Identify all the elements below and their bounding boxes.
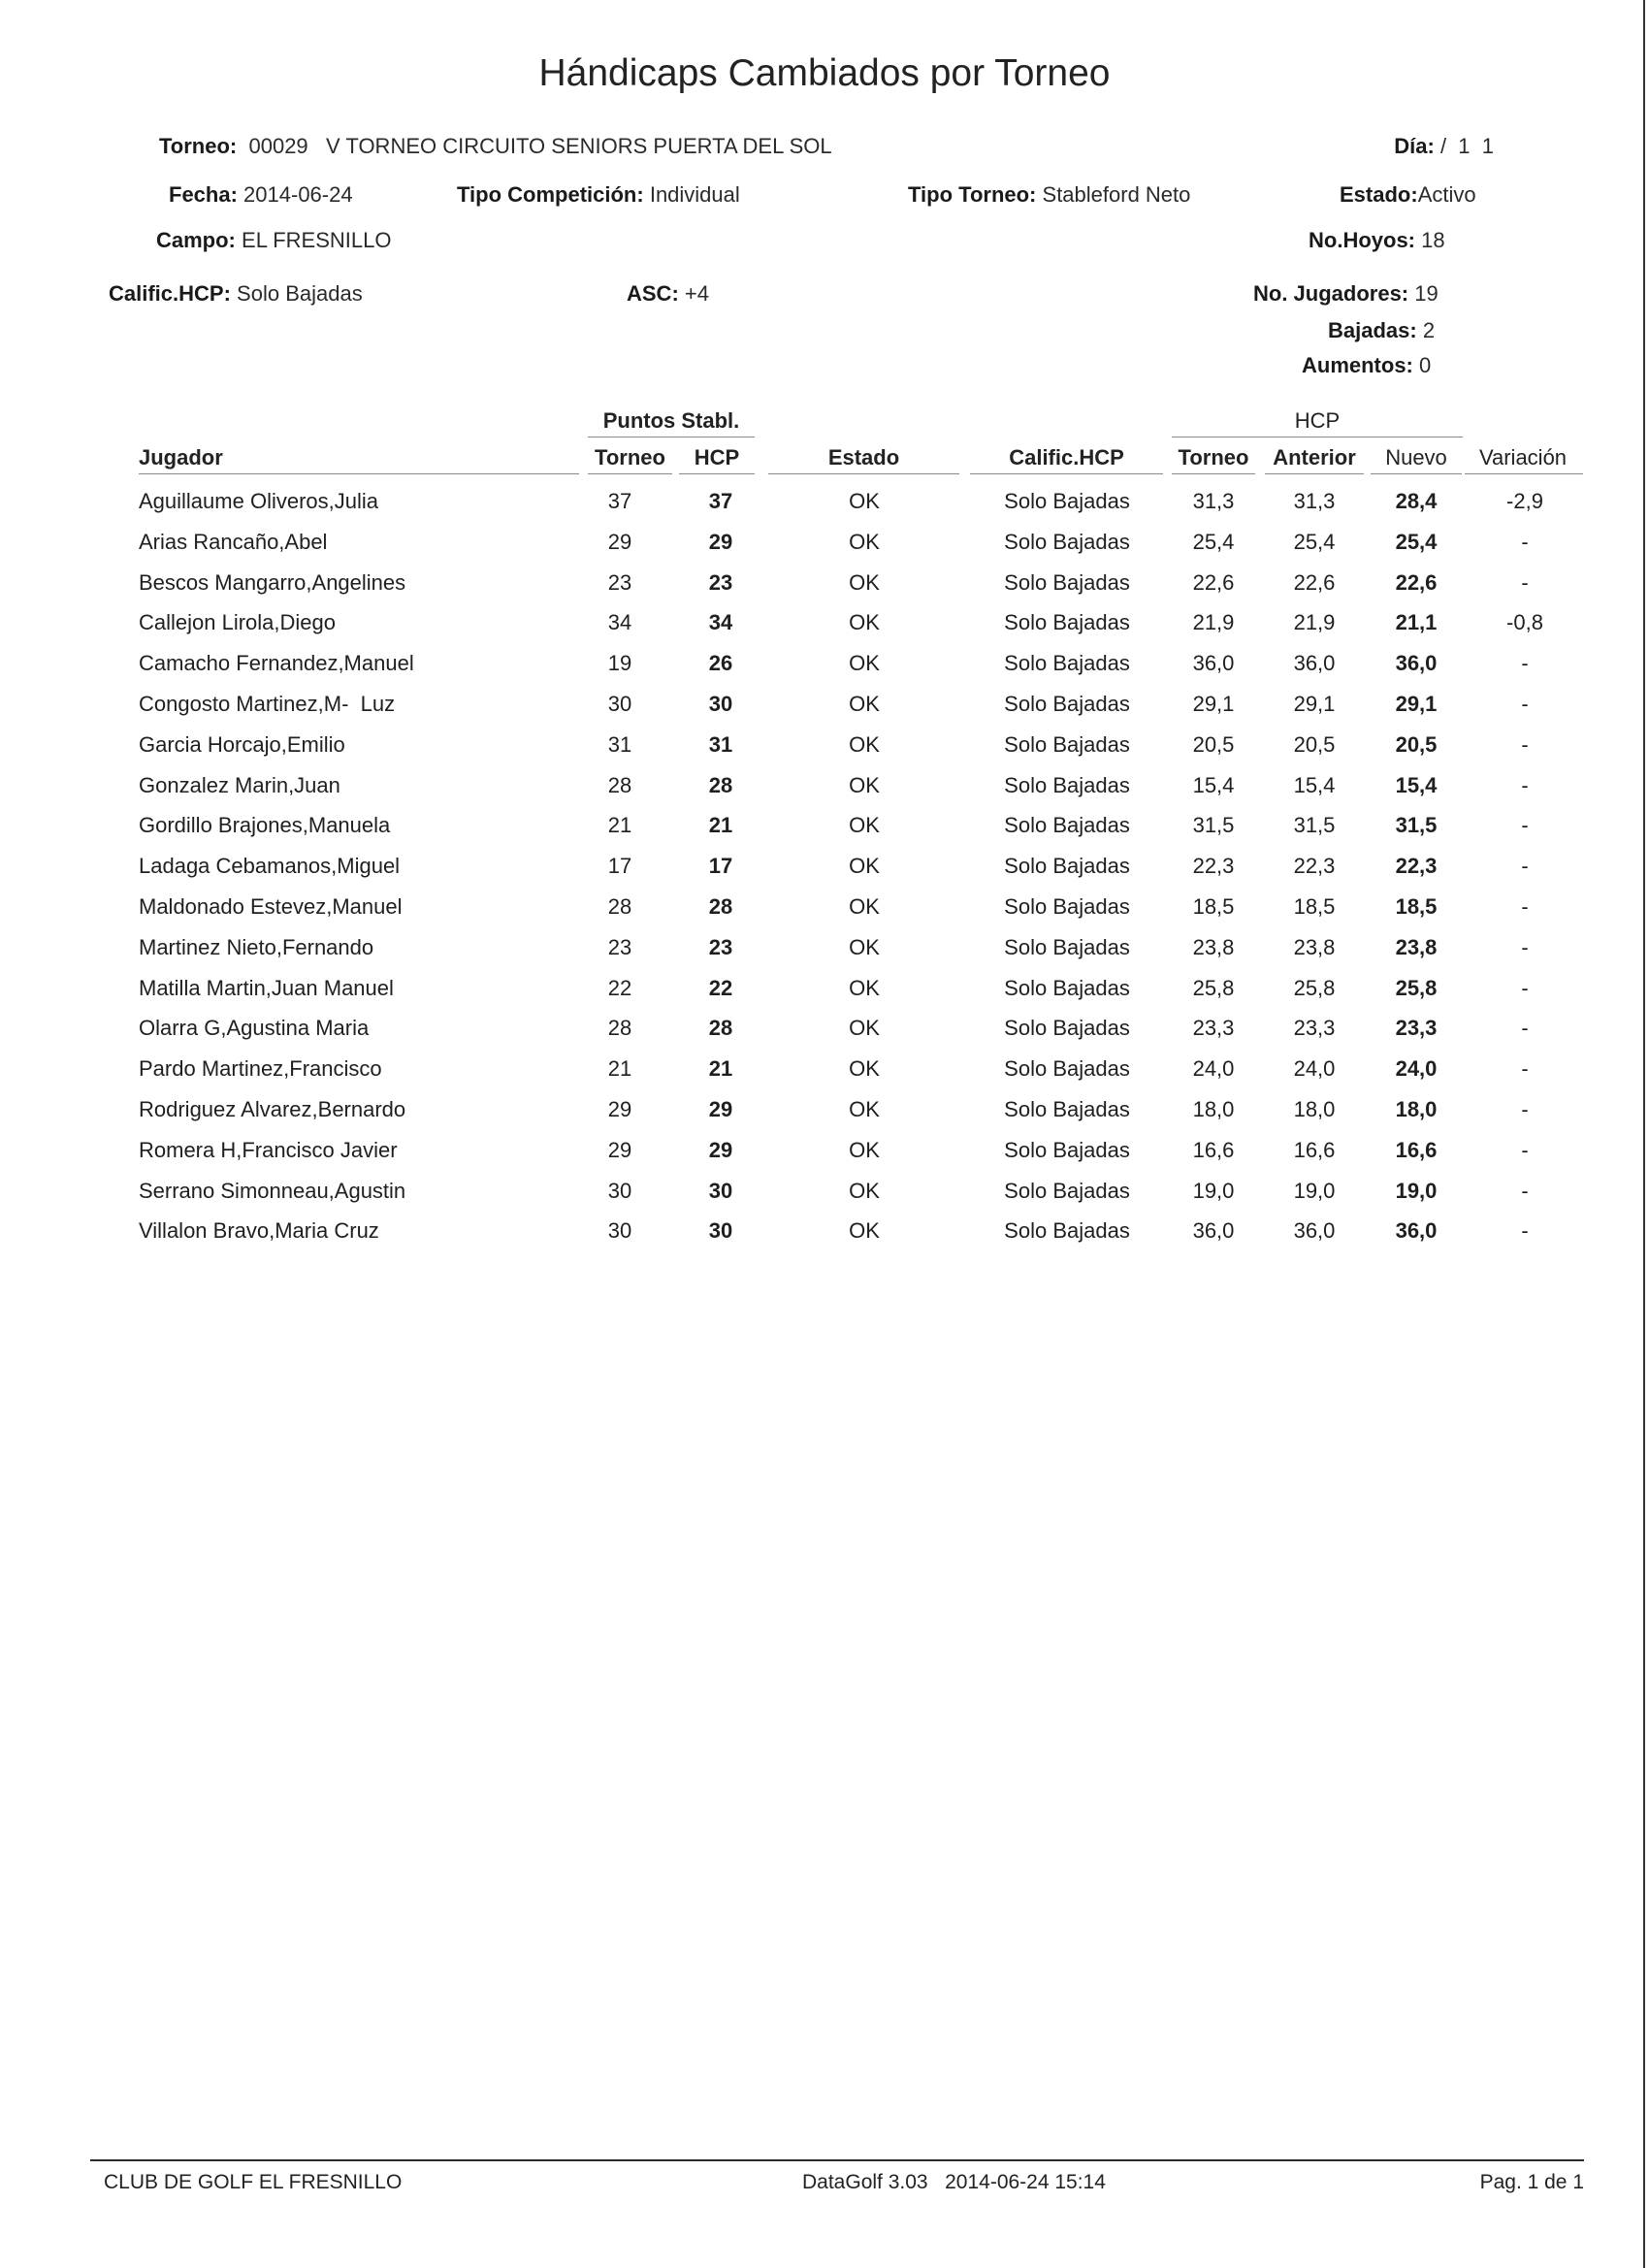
cell-pts-torneo: 29: [607, 1097, 632, 1121]
cell-calific-hcp: Solo Bajadas: [1004, 813, 1130, 838]
table-row: [0, 933, 1649, 962]
cell-nuevo: 25,8: [1395, 975, 1438, 1000]
col-underline-variacion: [1465, 473, 1583, 474]
table-row: [0, 1014, 1649, 1043]
footer-club: CLUB DE GOLF EL FRESNILLO: [104, 2171, 403, 2193]
footer-software-datetime: [802, 2170, 1106, 2195]
cell-jugador: Gordillo Brajones,Manuela: [139, 813, 391, 838]
table-row: [0, 892, 1649, 922]
cell-variacion: -: [1521, 1097, 1529, 1121]
footer-page-number: Pag. 1 de 1: [1479, 2171, 1584, 2193]
cell-variacion: -: [1521, 731, 1529, 757]
cell-anterior: 21,9: [1293, 610, 1336, 635]
cell-calific-hcp: Solo Bajadas: [1004, 772, 1130, 797]
col-underline-estado: [768, 473, 959, 474]
tipo-torneo-field: [908, 182, 1190, 208]
col-underline-calific-hcp: [970, 473, 1163, 474]
cell-nuevo: 36,0: [1395, 1218, 1438, 1244]
no-jugadores-label: No. Jugadores:: [1253, 281, 1409, 306]
cell-pts-hcp: 37: [708, 489, 733, 513]
table-row: [0, 608, 1649, 637]
cell-pts-torneo: 21: [607, 1056, 632, 1082]
cell-anterior: 36,0: [1293, 1218, 1336, 1244]
group-header-puntos-stabl: Puntos Stabl.: [602, 408, 740, 433]
cell-variacion: -: [1521, 1056, 1529, 1082]
bajadas-value: 2: [1422, 318, 1436, 342]
cell-pts-hcp: 34: [708, 610, 733, 635]
cell-hcp-torneo: 18,5: [1192, 894, 1235, 919]
cell-variacion: -: [1521, 1137, 1529, 1162]
calific-hcp-field: [109, 281, 363, 307]
cell-pts-torneo: 19: [607, 651, 632, 676]
cell-estado: OK: [849, 772, 880, 797]
cell-jugador: Aguillaume Oliveros,Julia: [139, 489, 378, 513]
bajadas-field: [1328, 318, 1435, 343]
cell-jugador: Gonzalez Marin,Juan: [139, 772, 340, 797]
cell-hcp-torneo: 16,6: [1192, 1137, 1235, 1162]
cell-hcp-torneo: 31,3: [1192, 489, 1235, 513]
table-row: [0, 974, 1649, 1003]
dia-label: Día:: [1394, 134, 1435, 158]
cell-jugador: Camacho Fernandez,Manuel: [139, 651, 414, 676]
cell-estado: OK: [849, 692, 880, 716]
cell-hcp-torneo: 19,0: [1192, 1178, 1235, 1203]
cell-pts-torneo: 30: [607, 1178, 632, 1203]
cell-estado: OK: [849, 894, 880, 919]
cell-calific-hcp: Solo Bajadas: [1004, 1178, 1130, 1203]
cell-jugador: Serrano Simonneau,Agustin: [139, 1178, 406, 1203]
cell-pts-hcp: 26: [708, 651, 733, 676]
cell-jugador: Maldonado Estevez,Manuel: [139, 894, 403, 919]
table-row: [0, 1054, 1649, 1084]
cell-variacion: -2,9: [1506, 489, 1543, 513]
col-header-pts-hcp: HCP: [694, 445, 740, 470]
fecha-label: Fecha:: [169, 182, 238, 207]
no-hoyos-label: No.Hoyos:: [1309, 228, 1415, 252]
cell-estado: OK: [849, 1016, 880, 1041]
col-underline-jugador: [139, 473, 579, 474]
col-header-pts-torneo: Torneo: [595, 445, 665, 470]
cell-variacion: -: [1521, 975, 1529, 1000]
no-jugadores-value: 19: [1414, 281, 1439, 306]
col-header-jugador: Jugador: [139, 445, 223, 470]
cell-nuevo: 23,3: [1395, 1016, 1438, 1041]
table-row: [0, 1216, 1649, 1246]
cell-estado: OK: [849, 854, 880, 879]
col-header-calific-hcp: Calific.HCP: [1009, 445, 1124, 470]
cell-estado: OK: [849, 529, 880, 554]
col-header-hcp-torneo: Torneo: [1178, 445, 1249, 470]
table-row: [0, 730, 1649, 760]
cell-nuevo: 31,5: [1395, 813, 1438, 838]
cell-hcp-torneo: 29,1: [1192, 692, 1235, 716]
table-row: [0, 1095, 1649, 1124]
cell-estado: OK: [849, 1137, 880, 1162]
cell-nuevo: 18,5: [1395, 894, 1438, 919]
cell-calific-hcp: Solo Bajadas: [1004, 1218, 1130, 1244]
cell-pts-hcp: 30: [708, 692, 733, 716]
col-underline-anterior: [1265, 473, 1364, 474]
cell-estado: OK: [849, 1056, 880, 1082]
cell-variacion: -: [1521, 813, 1529, 838]
cell-nuevo: 21,1: [1395, 610, 1438, 635]
table-row: [0, 852, 1649, 881]
cell-pts-hcp: 21: [708, 813, 733, 838]
table-row: [0, 649, 1649, 678]
cell-anterior: 23,8: [1293, 934, 1336, 959]
estado-value: Activo: [1417, 182, 1476, 207]
cell-estado: OK: [849, 1218, 880, 1244]
cell-calific-hcp: Solo Bajadas: [1004, 975, 1130, 1000]
cell-jugador: Pardo Martinez,Francisco: [139, 1056, 382, 1082]
cell-hcp-torneo: 18,0: [1192, 1097, 1235, 1121]
calific-hcp-label: Calific.HCP:: [109, 281, 231, 306]
cell-anterior: 22,3: [1293, 854, 1336, 879]
fecha-value: 2014-06-24: [243, 182, 353, 207]
cell-anterior: 24,0: [1293, 1056, 1336, 1082]
cell-anterior: 19,0: [1293, 1178, 1336, 1203]
cell-pts-hcp: 23: [708, 569, 733, 595]
cell-anterior: 20,5: [1293, 731, 1336, 757]
cell-calific-hcp: Solo Bajadas: [1004, 854, 1130, 879]
no-hoyos-field: [1309, 228, 1445, 253]
bajadas-label: Bajadas:: [1328, 318, 1417, 342]
cell-calific-hcp: Solo Bajadas: [1004, 1016, 1130, 1041]
footer-software: DataGolf 3.03: [802, 2171, 928, 2193]
aumentos-value: 0: [1419, 353, 1432, 377]
cell-jugador: Bescos Mangarro,Angelines: [139, 569, 406, 595]
col-underline-hcp-torneo: [1172, 473, 1255, 474]
cell-variacion: -: [1521, 854, 1529, 879]
cell-pts-torneo: 23: [607, 569, 632, 595]
cell-jugador: Garcia Horcajo,Emilio: [139, 731, 345, 757]
cell-jugador: Olarra G,Agustina Maria: [139, 1016, 370, 1041]
fecha-field: [169, 182, 353, 208]
table-row: [0, 487, 1649, 516]
tipo-competicion-label: Tipo Competición:: [457, 182, 644, 207]
cell-variacion: -: [1521, 569, 1529, 595]
col-underline-pts-torneo: [588, 473, 672, 474]
cell-jugador: Villalon Bravo,Maria Cruz: [139, 1218, 379, 1244]
cell-estado: OK: [849, 610, 880, 635]
page-edge-line: [1643, 0, 1645, 2268]
cell-variacion: -: [1521, 772, 1529, 797]
cell-hcp-torneo: 25,4: [1192, 529, 1235, 554]
cell-calific-hcp: Solo Bajadas: [1004, 529, 1130, 554]
campo-value: EL FRESNILLO: [242, 228, 392, 252]
cell-nuevo: 19,0: [1395, 1178, 1438, 1203]
cell-nuevo: 16,6: [1395, 1137, 1438, 1162]
cell-estado: OK: [849, 489, 880, 513]
cell-anterior: 23,3: [1293, 1016, 1336, 1041]
cell-calific-hcp: Solo Bajadas: [1004, 610, 1130, 635]
cell-pts-hcp: 17: [708, 854, 733, 879]
cell-variacion: -: [1521, 1016, 1529, 1041]
cell-pts-torneo: 17: [607, 854, 632, 879]
cell-calific-hcp: Solo Bajadas: [1004, 894, 1130, 919]
cell-jugador: Arias Rancaño,Abel: [139, 529, 328, 554]
cell-pts-torneo: 37: [607, 489, 632, 513]
torneo-label: Torneo:: [159, 134, 238, 158]
cell-variacion: -: [1521, 529, 1529, 554]
cell-nuevo: 18,0: [1395, 1097, 1438, 1121]
cell-pts-hcp: 29: [708, 1097, 733, 1121]
estado-field: [1340, 182, 1476, 208]
cell-pts-hcp: 30: [708, 1218, 733, 1244]
table-row: [0, 690, 1649, 719]
torneo-name: V TORNEO CIRCUITO SENIORS PUERTA DEL SOL: [326, 134, 832, 158]
cell-pts-torneo: 28: [607, 1016, 632, 1041]
cell-anterior: 18,5: [1293, 894, 1336, 919]
dia-value: / 1 1: [1439, 134, 1494, 158]
cell-calific-hcp: Solo Bajadas: [1004, 731, 1130, 757]
col-underline-nuevo: [1371, 473, 1462, 474]
cell-hcp-torneo: 22,3: [1192, 854, 1235, 879]
asc-field: [627, 281, 709, 307]
cell-pts-torneo: 23: [607, 934, 632, 959]
table-row: [0, 528, 1649, 557]
cell-estado: OK: [849, 1178, 880, 1203]
cell-pts-hcp: 22: [708, 975, 733, 1000]
cell-jugador: Romera H,Francisco Javier: [139, 1137, 398, 1162]
cell-pts-torneo: 22: [607, 975, 632, 1000]
cell-nuevo: 29,1: [1395, 692, 1438, 716]
cell-pts-hcp: 23: [708, 934, 733, 959]
col-header-nuevo: Nuevo: [1385, 445, 1447, 470]
table-row: [0, 568, 1649, 598]
cell-anterior: 31,3: [1293, 489, 1336, 513]
cell-calific-hcp: Solo Bajadas: [1004, 651, 1130, 676]
cell-jugador: Callejon Lirola,Diego: [139, 610, 337, 635]
cell-nuevo: 25,4: [1395, 529, 1438, 554]
no-hoyos-value: 18: [1421, 228, 1445, 252]
cell-jugador: Ladaga Cebamanos,Miguel: [139, 854, 401, 879]
col-header-estado: Estado: [827, 445, 900, 470]
cell-calific-hcp: Solo Bajadas: [1004, 692, 1130, 716]
calific-hcp-value: Solo Bajadas: [237, 281, 363, 306]
cell-nuevo: 23,8: [1395, 934, 1438, 959]
col-underline-pts-hcp: [679, 473, 755, 474]
cell-nuevo: 22,3: [1395, 854, 1438, 879]
cell-hcp-torneo: 23,8: [1192, 934, 1235, 959]
cell-pts-hcp: 31: [708, 731, 733, 757]
cell-estado: OK: [849, 1097, 880, 1121]
aumentos-label: Aumentos:: [1302, 353, 1413, 377]
cell-estado: OK: [849, 975, 880, 1000]
cell-anterior: 15,4: [1293, 772, 1336, 797]
cell-anterior: 22,6: [1293, 569, 1336, 595]
cell-jugador: Matilla Martin,Juan Manuel: [139, 975, 394, 1000]
cell-variacion: -: [1521, 651, 1529, 676]
asc-value: +4: [684, 281, 709, 306]
cell-calific-hcp: Solo Bajadas: [1004, 934, 1130, 959]
cell-pts-torneo: 31: [607, 731, 632, 757]
cell-pts-torneo: 29: [607, 529, 632, 554]
cell-hcp-torneo: 24,0: [1192, 1056, 1235, 1082]
table-row: [0, 1136, 1649, 1165]
cell-jugador: Congosto Martinez,M- Luz: [139, 692, 396, 716]
aumentos-field: [1302, 353, 1431, 378]
cell-variacion: -: [1521, 692, 1529, 716]
cell-hcp-torneo: 21,9: [1192, 610, 1235, 635]
cell-anterior: 25,8: [1293, 975, 1336, 1000]
cell-hcp-torneo: 25,8: [1192, 975, 1235, 1000]
cell-pts-torneo: 29: [607, 1137, 632, 1162]
cell-pts-hcp: 28: [708, 772, 733, 797]
cell-nuevo: 28,4: [1395, 489, 1438, 513]
no-jugadores-field: [1253, 281, 1439, 307]
cell-hcp-torneo: 31,5: [1192, 813, 1235, 838]
cell-variacion: -: [1521, 1178, 1529, 1203]
cell-estado: OK: [849, 731, 880, 757]
cell-pts-hcp: 29: [708, 1137, 733, 1162]
cell-pts-hcp: 30: [708, 1178, 733, 1203]
cell-calific-hcp: Solo Bajadas: [1004, 489, 1130, 513]
cell-pts-torneo: 34: [607, 610, 632, 635]
asc-label: ASC:: [627, 281, 679, 306]
cell-pts-hcp: 28: [708, 1016, 733, 1041]
cell-pts-torneo: 30: [607, 692, 632, 716]
footer-rule: [90, 2159, 1584, 2161]
cell-nuevo: 36,0: [1395, 651, 1438, 676]
cell-anterior: 36,0: [1293, 651, 1336, 676]
cell-nuevo: 15,4: [1395, 772, 1438, 797]
cell-hcp-torneo: 15,4: [1192, 772, 1235, 797]
footer-datetime: 2014-06-24 15:14: [945, 2171, 1106, 2193]
cell-estado: OK: [849, 569, 880, 595]
group-header-hcp: HCP: [1294, 408, 1341, 433]
col-header-variacion: Variación: [1478, 445, 1568, 470]
cell-pts-torneo: 21: [607, 813, 632, 838]
cell-pts-hcp: 21: [708, 1056, 733, 1082]
cell-hcp-torneo: 22,6: [1192, 569, 1235, 595]
report-title: Hándicaps Cambiados por Torneo: [538, 52, 1111, 94]
cell-hcp-torneo: 20,5: [1192, 731, 1235, 757]
cell-variacion: -0,8: [1506, 610, 1543, 635]
cell-hcp-torneo: 36,0: [1192, 1218, 1235, 1244]
cell-pts-hcp: 28: [708, 894, 733, 919]
cell-anterior: 18,0: [1293, 1097, 1336, 1121]
cell-pts-hcp: 29: [708, 529, 733, 554]
tipo-competicion-field: [457, 182, 740, 208]
col-header-anterior: Anterior: [1273, 445, 1356, 470]
cell-pts-torneo: 30: [607, 1218, 632, 1244]
tipo-competicion-value: Individual: [649, 182, 740, 207]
estado-label: Estado:: [1340, 182, 1418, 207]
cell-hcp-torneo: 36,0: [1192, 651, 1235, 676]
cell-hcp-torneo: 23,3: [1192, 1016, 1235, 1041]
cell-anterior: 25,4: [1293, 529, 1336, 554]
cell-pts-torneo: 28: [607, 894, 632, 919]
cell-nuevo: 20,5: [1395, 731, 1438, 757]
cell-variacion: -: [1521, 894, 1529, 919]
cell-anterior: 16,6: [1293, 1137, 1336, 1162]
cell-calific-hcp: Solo Bajadas: [1004, 1137, 1130, 1162]
table-row: [0, 811, 1649, 840]
cell-variacion: -: [1521, 1218, 1529, 1244]
cell-nuevo: 24,0: [1395, 1056, 1438, 1082]
cell-variacion: -: [1521, 934, 1529, 959]
campo-field: [156, 228, 391, 253]
dia-field: [1394, 134, 1494, 159]
campo-label: Campo:: [156, 228, 236, 252]
cell-calific-hcp: Solo Bajadas: [1004, 1097, 1130, 1121]
cell-estado: OK: [849, 651, 880, 676]
cell-jugador: Martinez Nieto,Fernando: [139, 934, 374, 959]
table-row: [0, 771, 1649, 800]
table-row: [0, 1177, 1649, 1206]
cell-estado: OK: [849, 813, 880, 838]
torneo-code: 00029: [248, 134, 308, 158]
cell-calific-hcp: Solo Bajadas: [1004, 1056, 1130, 1082]
cell-jugador: Rodriguez Alvarez,Bernardo: [139, 1097, 406, 1121]
torneo-field: [159, 134, 832, 159]
tipo-torneo-label: Tipo Torneo:: [908, 182, 1037, 207]
cell-anterior: 29,1: [1293, 692, 1336, 716]
cell-estado: OK: [849, 934, 880, 959]
cell-anterior: 31,5: [1293, 813, 1336, 838]
cell-pts-torneo: 28: [607, 772, 632, 797]
cell-nuevo: 22,6: [1395, 569, 1438, 595]
tipo-torneo-value: Stableford Neto: [1042, 182, 1191, 207]
cell-calific-hcp: Solo Bajadas: [1004, 569, 1130, 595]
